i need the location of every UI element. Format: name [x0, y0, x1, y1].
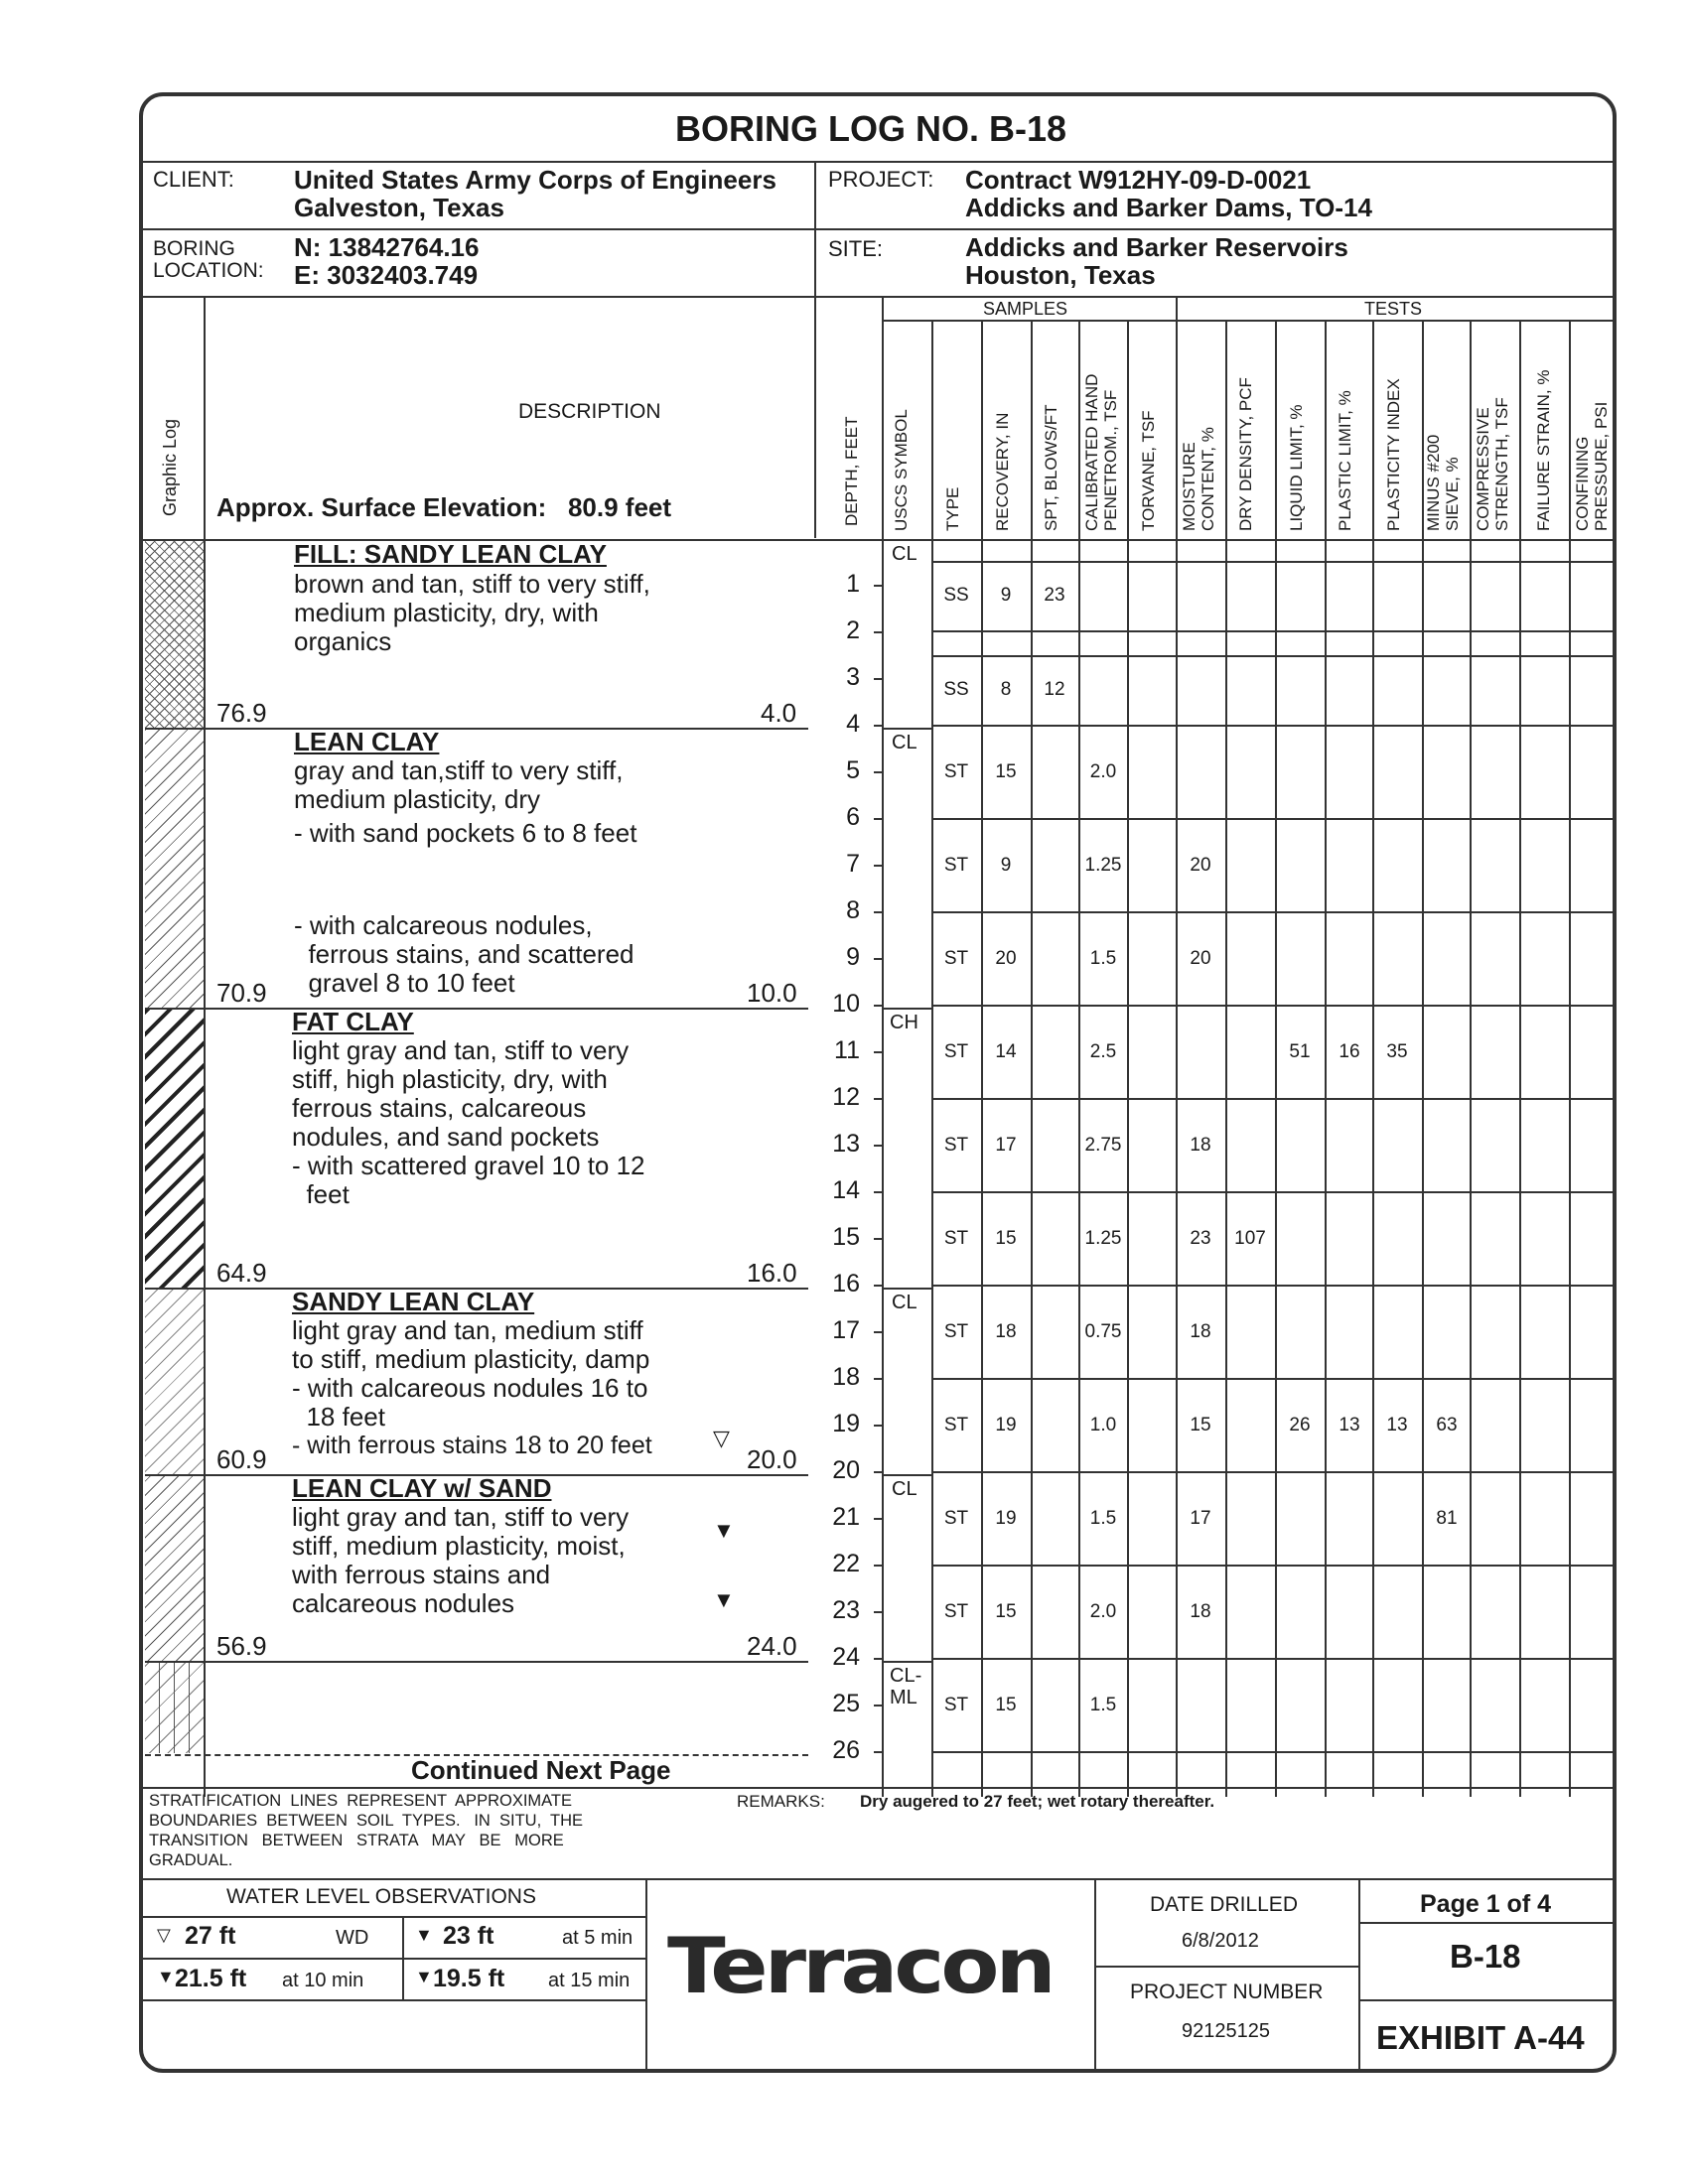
stratum-line: - with sand pockets 6 to 8 feet: [294, 818, 637, 848]
recovery-header: RECOVERY, IN: [993, 412, 1012, 531]
depth-label: 16: [832, 1270, 860, 1297]
graphic-log-cl-ml: [145, 1661, 204, 1753]
stratum-line: - with calcareous nodules,: [294, 910, 593, 940]
sample-liquid-limit: 51: [1289, 1041, 1311, 1062]
continued-label: Continued Next Page: [411, 1755, 671, 1785]
sample-type: ST: [943, 948, 969, 969]
sample-row-line: [931, 1098, 1615, 1100]
sample-type: ST: [943, 1601, 969, 1622]
divider: [814, 161, 816, 538]
boring-north: N: 13842764.16: [294, 232, 480, 262]
dry-density-header: DRY DENSITY, PCF: [1236, 377, 1255, 531]
project-number-label: PROJECT NUMBER: [1130, 1980, 1324, 2003]
water-level-depth: 21.5 ft: [175, 1965, 247, 1992]
depth-label: 21: [832, 1503, 860, 1531]
sample-hand-pen: 2.75: [1084, 1135, 1122, 1156]
uscs-boundary: [882, 1008, 931, 1010]
samples-header: SAMPLES: [983, 299, 1068, 319]
sample-type: ST: [943, 1135, 969, 1156]
depth-tick: [874, 585, 882, 587]
boring-east: E: 3032403.749: [294, 260, 479, 290]
depth-tick: [874, 1378, 882, 1380]
depth-tick: [874, 1565, 882, 1567]
sample-minus200: 81: [1436, 1508, 1458, 1529]
stratum-depth: 16.0: [747, 1258, 797, 1288]
stratum-elevation: 60.9: [216, 1444, 267, 1474]
water-level-icon: ▽: [157, 1925, 171, 1945]
depth-label: 14: [832, 1176, 860, 1204]
stratum-line: to stiff, medium plasticity, damp: [292, 1344, 650, 1374]
sample-hand-pen: 1.25: [1084, 855, 1122, 876]
depth-label: 1: [846, 570, 860, 598]
stratum-line: stiff, high plasticity, dry, with: [292, 1064, 608, 1094]
depth-tick: [874, 865, 882, 867]
sample-hand-pen: 1.5: [1089, 1695, 1117, 1715]
sample-row-line: [931, 1471, 1615, 1473]
depth-tick: [874, 1051, 882, 1053]
depth-tick: [874, 1285, 882, 1287]
depth-tick: [874, 1331, 882, 1333]
divider: [1519, 320, 1521, 1797]
depth-label: 24: [832, 1643, 860, 1671]
depth-label: 20: [832, 1456, 860, 1484]
water-level-icon: ▽: [713, 1426, 730, 1450]
depth-label: 3: [846, 663, 860, 691]
sample-spt: 23: [1044, 585, 1065, 606]
stratum-elevation: 56.9: [216, 1631, 267, 1661]
uscs-symbol: CL: [892, 1292, 917, 1313]
water-level-time: at 15 min: [548, 1970, 631, 1991]
graphic-log-fat-clay: [145, 1008, 204, 1288]
depth-label: 11: [834, 1036, 860, 1064]
sample-recovery: 15: [995, 761, 1017, 782]
divider: [1094, 1878, 1096, 2071]
uscs-boundary: [882, 1288, 931, 1290]
plastic-limit-header: PLASTIC LIMIT, %: [1336, 390, 1354, 531]
sample-type: ST: [943, 855, 969, 876]
stratum-line: medium plasticity, dry, with: [294, 598, 599, 627]
compressive-header: COMPRESSIVE STRENGTH, TSF: [1474, 397, 1511, 531]
sample-row-line: [931, 630, 1615, 632]
water-level-depth: 27 ft: [185, 1922, 236, 1950]
sample-row-line: [931, 1658, 1615, 1660]
divider: [1176, 320, 1178, 1797]
divider: [1422, 320, 1424, 1797]
client-label: CLIENT:: [153, 167, 234, 192]
depth-label: 17: [832, 1316, 860, 1344]
uscs-symbol: CL: [892, 732, 917, 753]
water-level-time: at 5 min: [562, 1927, 634, 1949]
spt-header: SPT, BLOWS/FT: [1042, 404, 1060, 531]
uscs-symbol: ML: [890, 1687, 917, 1708]
date-drilled-value: 6/8/2012: [1182, 1930, 1259, 1952]
sample-row-line: [931, 1565, 1615, 1567]
stratification-note: STRATIFICATION LINES REPRESENT APPROXIMATE: [149, 1792, 573, 1810]
depth-label: 25: [832, 1690, 860, 1717]
stratum-line: - with ferrous stains 18 to 20 feet: [292, 1432, 652, 1459]
depth-tick: [874, 1191, 882, 1193]
stratum-depth: 20.0: [747, 1444, 797, 1474]
depth-label: 8: [846, 896, 860, 924]
divider: [1358, 1999, 1615, 2001]
stratum-elevation: 70.9: [216, 978, 267, 1008]
sample-hand-pen: 2.5: [1089, 1041, 1117, 1062]
sample-row-line: [931, 655, 1615, 657]
water-level-icon: ▼: [713, 1587, 735, 1612]
strata-boundary: [145, 1661, 808, 1663]
project-label: PROJECT:: [828, 167, 934, 192]
sample-moisture: 20: [1190, 855, 1211, 876]
hand-pen-header: CALIBRATED HAND PENETROM., TSF: [1082, 373, 1120, 531]
stratum-depth: 10.0: [747, 978, 797, 1008]
depth-tick: [874, 1611, 882, 1613]
sample-type: ST: [943, 1695, 969, 1715]
depth-label: 9: [846, 943, 860, 971]
divider: [1470, 320, 1472, 1797]
uscs-boundary: [882, 1661, 931, 1663]
boring-id: B-18: [1450, 1938, 1521, 1975]
sample-dry-density: 107: [1234, 1228, 1266, 1249]
depth-tick: [874, 1238, 882, 1240]
strata-boundary: [145, 1008, 808, 1010]
depth-label: 10: [832, 990, 860, 1018]
failure-strain-header: FAILURE STRAIN, %: [1534, 369, 1553, 531]
sample-row-line: [931, 1005, 1615, 1007]
graphic-log-lean-clay: [145, 728, 204, 1008]
stratum-line: ferrous stains, and scattered: [294, 939, 634, 969]
sample-recovery: 9: [1000, 585, 1012, 606]
sample-row-line: [931, 911, 1615, 913]
depth-tick: [874, 1471, 882, 1473]
surface-elevation: Approx. Surface Elevation: 80.9 feet: [216, 492, 672, 522]
divider: [1225, 320, 1227, 1797]
sample-recovery: 15: [995, 1228, 1017, 1249]
project-contract: Contract W912HY-09-D-0021: [965, 165, 1312, 195]
water-level-icon: ▼: [415, 1967, 433, 1986]
minus200-header: MINUS #200 SIEVE, %: [1424, 434, 1462, 531]
exhibit-label: EXHIBIT A-44: [1376, 2019, 1585, 2056]
stratum-line: ferrous stains, calcareous: [292, 1093, 587, 1123]
depth-tick: [874, 1658, 882, 1660]
depth-label: 19: [832, 1410, 860, 1437]
sample-row-line: [931, 1378, 1615, 1380]
water-level-icon: ▼: [713, 1518, 735, 1543]
divider: [1094, 1966, 1358, 1968]
depth-label: 26: [832, 1736, 860, 1764]
stratum-line: feet: [292, 1179, 350, 1209]
uscs-boundary: [882, 1474, 931, 1476]
stratum-name: FAT CLAY: [292, 1007, 414, 1036]
sample-hand-pen: 1.5: [1089, 1508, 1117, 1529]
depth-label: 6: [846, 803, 860, 831]
uscs-symbol: CL-: [890, 1665, 922, 1687]
liquid-limit-header: LIQUID LIMIT, %: [1287, 404, 1306, 531]
water-level-icon: ▼: [157, 1967, 175, 1986]
sample-row-line: [931, 1191, 1615, 1193]
description-header: DESCRIPTION: [518, 400, 661, 423]
graphic-log-lean-clay-sand: [145, 1474, 204, 1661]
uscs-symbol: CH: [890, 1012, 918, 1033]
stratum-line: - with calcareous nodules 16 to: [292, 1373, 648, 1403]
water-level-time: at 10 min: [282, 1970, 364, 1991]
water-level-title: WATER LEVEL OBSERVATIONS: [226, 1885, 536, 1908]
stratum-line: brown and tan, stiff to very stiff,: [294, 569, 650, 599]
type-header: TYPE: [943, 486, 962, 531]
graphic-log-header: Graphic Log: [160, 418, 180, 516]
sample-type: SS: [943, 679, 969, 700]
stratification-note: BOUNDARIES BETWEEN SOIL TYPES. IN SITU, THE: [149, 1812, 584, 1830]
sample-spt: 12: [1044, 679, 1065, 700]
depth-label: 7: [846, 850, 860, 878]
sample-moisture: 18: [1190, 1601, 1211, 1622]
divider: [1031, 320, 1033, 1797]
stratum-elevation: 76.9: [216, 698, 267, 728]
stratum-name: SANDY LEAN CLAY: [292, 1287, 535, 1316]
sample-recovery: 8: [1000, 679, 1012, 700]
stratum-name: FILL: SANDY LEAN CLAY: [294, 539, 607, 569]
depth-label: 15: [832, 1223, 860, 1251]
depth-tick: [874, 1145, 882, 1147]
depth-label: 18: [832, 1363, 860, 1391]
sample-recovery: 14: [995, 1041, 1017, 1062]
sample-hand-pen: 1.25: [1084, 1228, 1122, 1249]
stratum-line: gravel 8 to 10 feet: [294, 968, 515, 998]
divider: [141, 228, 1615, 230]
water-level-depth: 23 ft: [443, 1922, 494, 1950]
sample-row-line: [931, 561, 1615, 563]
divider: [141, 1916, 645, 1918]
stratum-name: LEAN CLAY: [294, 727, 440, 756]
divider: [204, 296, 206, 1797]
date-drilled-label: DATE DRILLED: [1150, 1893, 1298, 1916]
sample-row-line: [931, 725, 1615, 727]
depth-tick: [874, 911, 882, 913]
depth-tick: [874, 1518, 882, 1520]
water-level-icon: ▼: [415, 1925, 433, 1945]
plasticity-index-header: PLASTICITY INDEX: [1384, 378, 1403, 531]
stratum-elevation: 64.9: [216, 1258, 267, 1288]
sample-moisture: 18: [1190, 1321, 1211, 1342]
sample-type: ST: [943, 1041, 969, 1062]
sample-liquid-limit: 26: [1289, 1415, 1311, 1435]
sample-type: SS: [943, 585, 969, 606]
sample-recovery: 18: [995, 1321, 1017, 1342]
boring-location-label: BORING: [153, 237, 235, 260]
stratum-line: light gray and tan, medium stiff: [292, 1315, 643, 1345]
stratum-line: light gray and tan, stiff to very: [292, 1502, 630, 1532]
sample-moisture: 23: [1190, 1228, 1211, 1249]
sample-type: ST: [943, 1508, 969, 1529]
stratum-line: medium plasticity, dry: [294, 784, 541, 814]
sample-moisture: 17: [1190, 1508, 1211, 1529]
graphic-log-fill: [145, 541, 204, 728]
sample-hand-pen: 0.75: [1084, 1321, 1122, 1342]
depth-tick: [874, 818, 882, 820]
tests-header: TESTS: [1364, 299, 1423, 319]
sample-hand-pen: 1.0: [1089, 1415, 1117, 1435]
sample-recovery: 19: [995, 1415, 1017, 1435]
divider: [1569, 320, 1571, 1797]
sample-row-line: [931, 1285, 1615, 1287]
remarks-text: Dry augered to 27 feet; wet rotary thereafter.: [860, 1792, 1215, 1811]
sample-minus200: 63: [1436, 1415, 1458, 1435]
sample-moisture: 20: [1190, 948, 1211, 969]
sample-recovery: 20: [995, 948, 1017, 969]
divider: [141, 1999, 645, 2001]
divider: [1176, 296, 1178, 320]
project-number-value: 92125125: [1182, 2020, 1270, 2042]
sample-recovery: 17: [995, 1135, 1017, 1156]
confining-header: CONFINING PRESSURE, PSI: [1573, 401, 1611, 531]
terracon-logo: Terracon: [667, 1922, 1053, 2011]
project-name: Addicks and Barker Dams, TO-14: [965, 193, 1372, 222]
site-name: Addicks and Barker Reservoirs: [965, 232, 1348, 262]
depth-tick: [874, 1705, 882, 1706]
stratum-name: LEAN CLAY w/ SAND: [292, 1473, 552, 1503]
stratum-line: gray and tan,stiff to very stiff,: [294, 755, 624, 785]
sample-plasticity-index: 13: [1386, 1415, 1408, 1435]
page-title: BORING LOG NO. B-18: [675, 108, 1067, 149]
stratum-line: stiff, medium plasticity, moist,: [292, 1531, 626, 1561]
client-city: Galveston, Texas: [294, 193, 504, 222]
water-level-depth: 19.5 ft: [433, 1965, 505, 1992]
divider: [141, 1958, 645, 1960]
depth-label: 23: [832, 1596, 860, 1624]
sample-row-line: [931, 1751, 1615, 1753]
depth-label: 4: [846, 710, 860, 738]
boring-location-label-2: LOCATION:: [153, 259, 264, 282]
uscs-header: USCS SYMBOL: [892, 409, 911, 531]
uscs-symbol: CL: [892, 1478, 917, 1500]
divider: [1358, 1878, 1360, 2071]
client-name: United States Army Corps of Engineers: [294, 165, 776, 195]
sample-recovery: 9: [1000, 855, 1012, 876]
sample-recovery: 15: [995, 1601, 1017, 1622]
sample-recovery: 19: [995, 1508, 1017, 1529]
depth-tick: [874, 1425, 882, 1427]
sample-plasticity-index: 35: [1386, 1041, 1408, 1062]
sample-type: ST: [943, 761, 969, 782]
moisture-header: MOISTURE CONTENT, %: [1180, 427, 1217, 531]
sample-type: ST: [943, 1321, 969, 1342]
sample-moisture: 18: [1190, 1135, 1211, 1156]
sample-type: ST: [943, 1228, 969, 1249]
stratum-line: - with scattered gravel 10 to 12: [292, 1151, 645, 1180]
sample-plastic-limit: 13: [1339, 1415, 1360, 1435]
torvane-header: TORVANE, TSF: [1139, 410, 1158, 531]
sample-moisture: 15: [1190, 1415, 1211, 1435]
divider: [882, 296, 884, 1797]
divider: [882, 320, 1615, 322]
graphic-log-sandy-lean-clay: [145, 1288, 204, 1474]
depth-tick: [874, 725, 882, 727]
divider: [1358, 1922, 1615, 1924]
depth-label: 12: [832, 1083, 860, 1111]
depth-tick: [874, 1005, 882, 1007]
depth-label: 13: [832, 1130, 860, 1158]
remarks-label: REMARKS:: [737, 1792, 825, 1811]
uscs-boundary: [882, 728, 931, 730]
divider: [141, 1878, 1615, 1880]
stratum-line: organics: [294, 626, 392, 656]
stratum-line: light gray and tan, stiff to very: [292, 1035, 630, 1065]
depth-label: 22: [832, 1550, 860, 1577]
sample-type: ST: [943, 1415, 969, 1435]
divider: [141, 161, 1615, 163]
stratification-note: GRADUAL.: [149, 1851, 233, 1869]
depth-tick: [874, 1098, 882, 1100]
stratum-depth: 24.0: [747, 1631, 797, 1661]
stratification-note: TRANSITION BETWEEN STRATA MAY BE MORE: [149, 1832, 564, 1849]
water-level-time: WD: [336, 1927, 369, 1949]
divider: [141, 1787, 1615, 1789]
sample-row-line: [931, 818, 1615, 820]
stratum-line: 18 feet: [292, 1402, 385, 1432]
depth-header: DEPTH, FEET: [842, 416, 861, 526]
stratum-depth: 4.0: [761, 698, 797, 728]
stratum-line: calcareous nodules: [292, 1588, 515, 1618]
site-city: Houston, Texas: [965, 260, 1156, 290]
depth-tick: [874, 1751, 882, 1753]
depth-tick: [874, 678, 882, 680]
sample-plastic-limit: 16: [1339, 1041, 1360, 1062]
depth-tick: [874, 771, 882, 773]
page-number: Page 1 of 4: [1420, 1890, 1551, 1918]
depth-label: 2: [846, 616, 860, 644]
depth-label: 5: [846, 756, 860, 784]
divider: [645, 1878, 647, 2071]
sample-hand-pen: 1.5: [1089, 948, 1117, 969]
stratum-line: nodules, and sand pockets: [292, 1122, 600, 1152]
sample-hand-pen: 2.0: [1089, 761, 1117, 782]
stratum-line: with ferrous stains and: [292, 1560, 551, 1589]
strata-boundary: [145, 728, 808, 730]
site-label: SITE:: [828, 236, 884, 261]
depth-tick: [874, 631, 882, 633]
sample-hand-pen: 2.0: [1089, 1601, 1117, 1622]
depth-tick: [874, 958, 882, 960]
divider: [141, 296, 1615, 298]
sample-recovery: 15: [995, 1695, 1017, 1715]
uscs-symbol: CL: [892, 543, 917, 565]
